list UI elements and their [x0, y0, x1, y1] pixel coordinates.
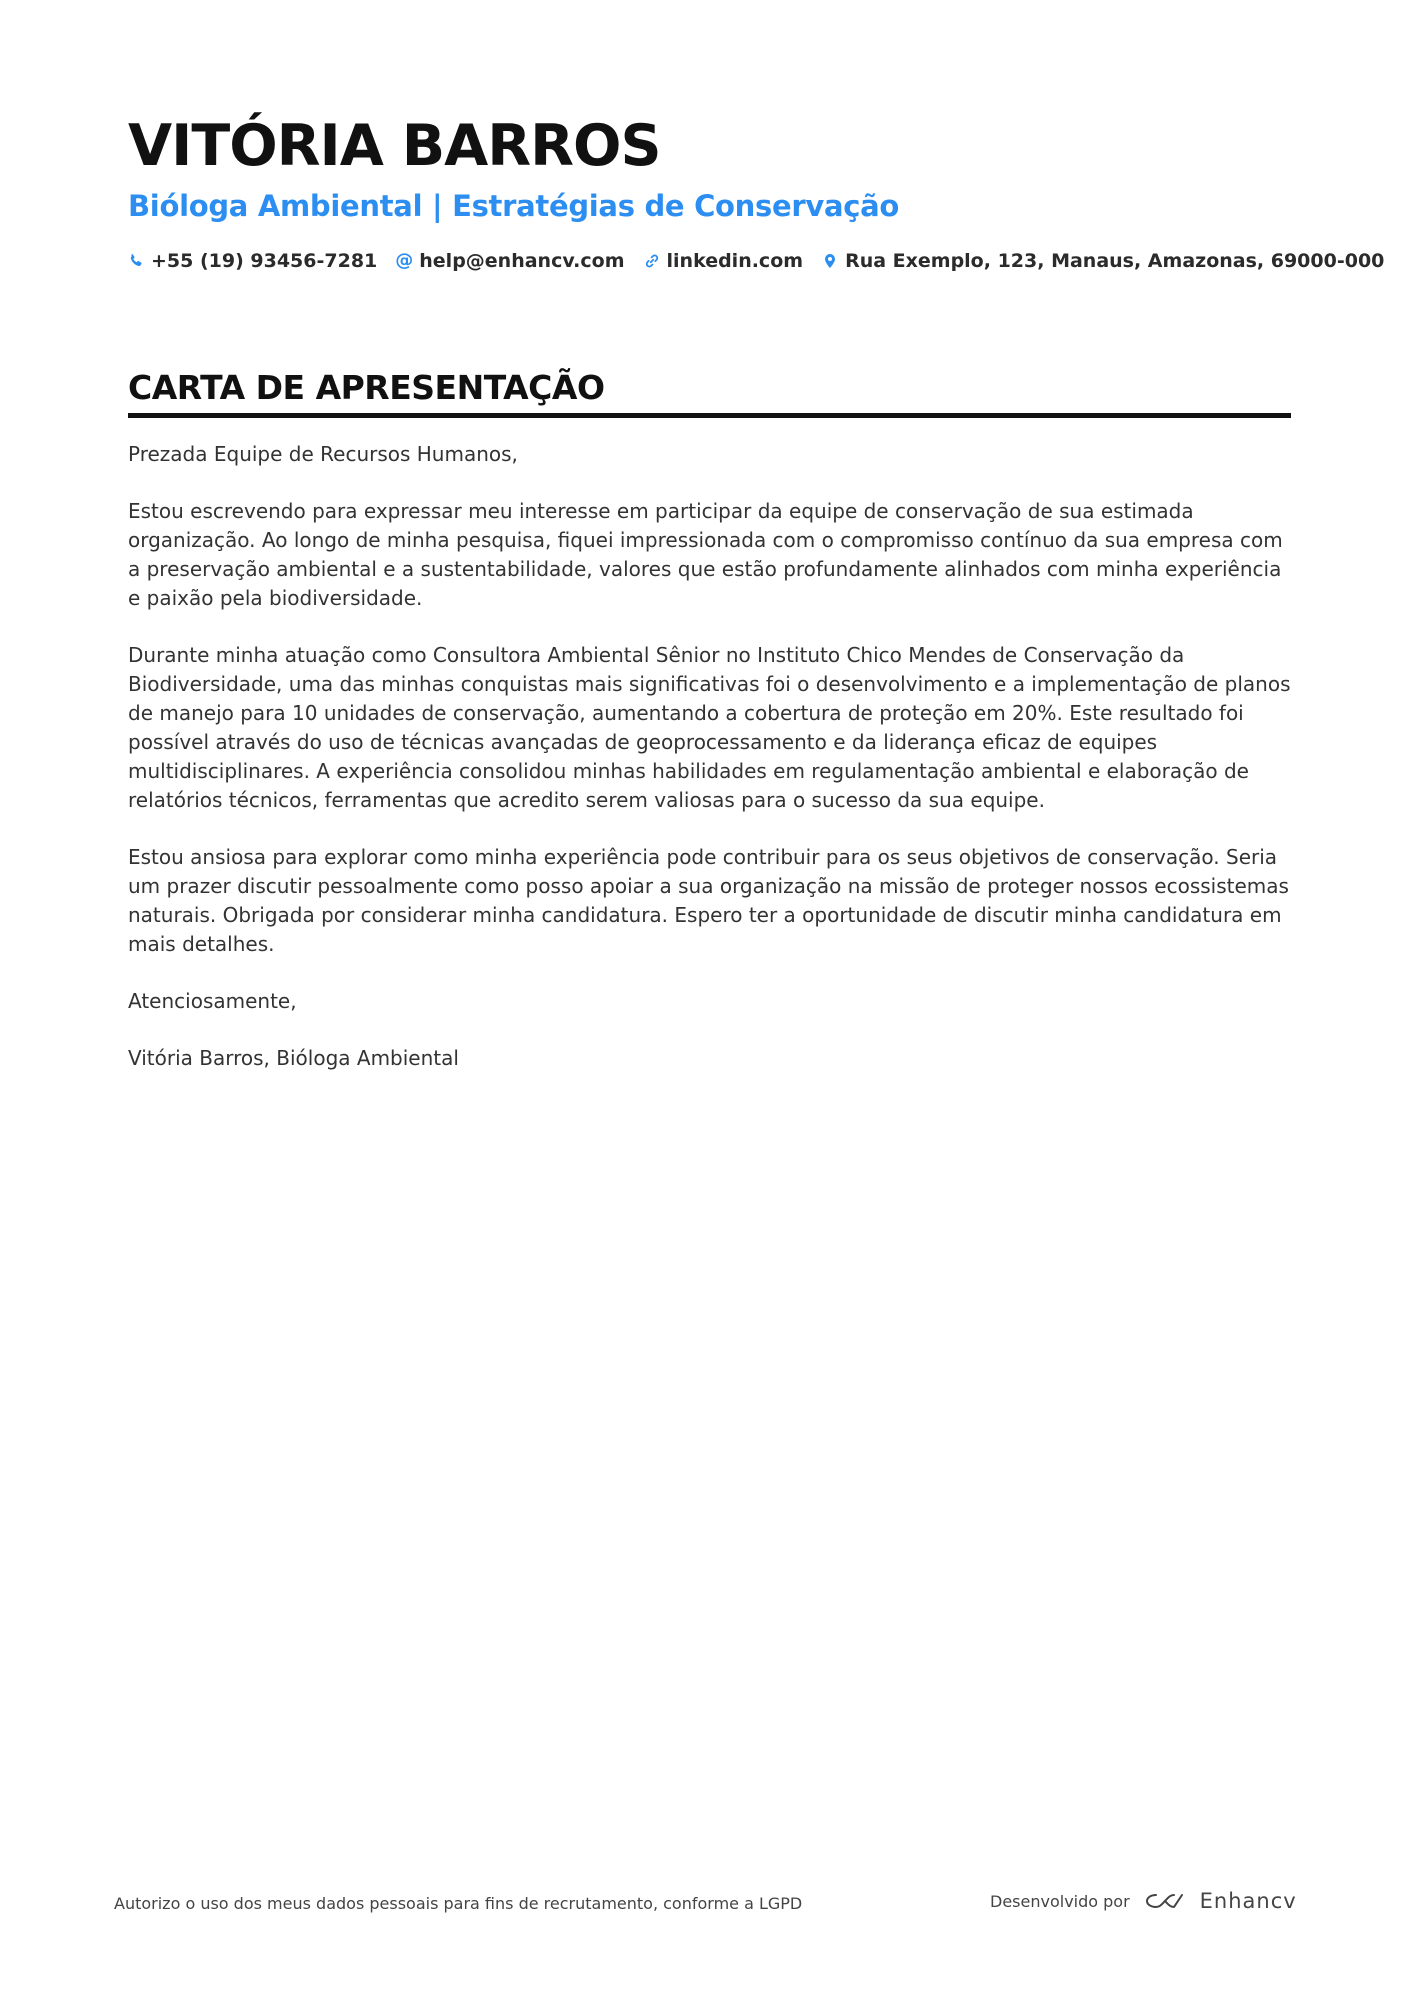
letter-paragraph: Estou ansiosa para explorar como minha experiência pode contribuir para os seus objetivos de conservação. Seria um prazer discutir pessoalmente como posso apoiar a sua organização na missão de proteger nossos ecossistemas naturais. Obrigada por considerar minha candidatura. Espero ter a oportunidade de discutir minha candidatura em mais detalhes.	[128, 845, 1289, 956]
location-pin-icon	[822, 253, 838, 269]
letter-paragraph: Estou escrevendo para expressar meu interesse em participar da equipe de conservação de sua estimada organização. Ao longo de minha pesquisa, fiquei impressionada com o compromisso contínuo da sua empresa com a preservação ambiental e a sustentabilidade, valores que estão profundamente alinhados com minha experiência e paixão pela biodiversidade.	[128, 499, 1283, 610]
email-text: help@enhancv.com	[419, 250, 625, 272]
letter-paragraph: Durante minha atuação como Consultora Ambiental Sênior no Instituto Chico Mendes de Conservação da Biodiversidade, uma das minhas conquistas mais significativas foi o desenvolvimento e a implementação de planos de manejo para 10 unidades de conservação, aumentando a cobertura de proteção em 20%. Este resultado foi possível através do uso de técnicas avançadas de geoprocessamento e da liderança eficaz de equipes multidisciplinares. A experiência consolidou minhas habilidades em regulamentação ambiental e elaboração de relatórios técnicos, ferramentas que acredito serem valiosas para o sucesso da sua equipe.	[128, 643, 1291, 812]
address-text: Rua Exemplo, 123, Manaus, Amazonas, 69000-000	[845, 250, 1385, 272]
powered-by-label: Desenvolvido por	[990, 1891, 1130, 1911]
candidate-title: Bióloga Ambiental | Estratégias de Conservação	[128, 189, 900, 223]
contact-linkedin[interactable]	[644, 250, 804, 272]
letter-body	[128, 440, 1293, 1101]
contact-bar	[128, 248, 1385, 274]
contact-phone[interactable]	[128, 250, 377, 272]
contact-address	[822, 250, 1384, 272]
brand-name: Enhancv	[1199, 1889, 1297, 1913]
letter-greeting: Prezada Equipe de Recursos Humanos,	[128, 442, 518, 466]
contact-email[interactable]	[396, 250, 624, 272]
powered-by-link[interactable]	[990, 1886, 1297, 1916]
linkedin-text: linkedin.com	[666, 250, 804, 272]
link-icon	[644, 253, 660, 269]
candidate-name: VITÓRIA BARROS	[128, 113, 661, 179]
cover-letter-section	[128, 366, 1291, 418]
letter-closing: Atenciosamente,	[128, 989, 297, 1013]
phone-text: +55 (19) 93456-7281	[151, 250, 378, 272]
resume-header	[128, 108, 1385, 274]
letter-signature: Vitória Barros, Bióloga Ambiental	[128, 1046, 459, 1070]
gdpr-consent-note: Autorizo o uso dos meus dados pessoais para fins de recrutamento, conforme a LGPD	[114, 1894, 803, 1913]
phone-icon	[128, 253, 144, 269]
at-icon: @	[395, 250, 414, 271]
section-title: CARTA DE APRESENTAÇÃO	[128, 368, 605, 407]
section-divider	[128, 413, 1291, 418]
enhancv-logo-icon	[1142, 1889, 1188, 1913]
